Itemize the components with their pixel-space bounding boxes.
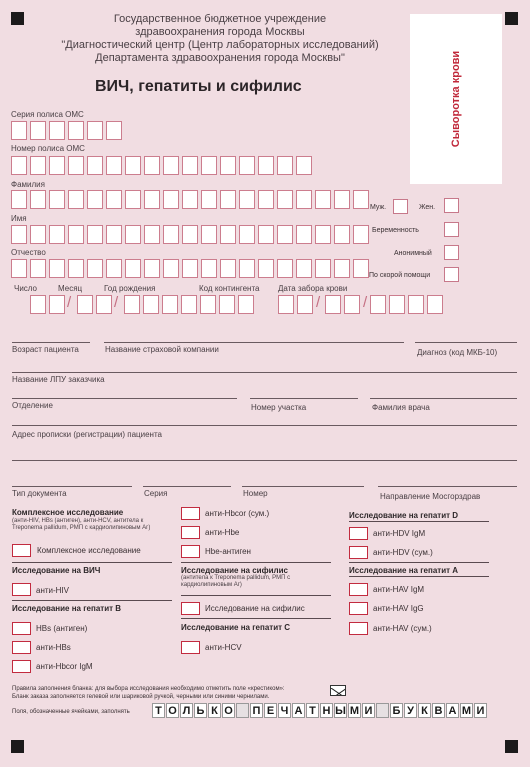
surname-input[interactable] [11,190,372,209]
print-letter-cell: Е [264,703,277,718]
divider [181,618,331,619]
date-separator: / [67,294,72,311]
print-letter-cell: Л [180,703,193,718]
hbe-antigen-checkbox[interactable] [181,545,200,558]
address-label: Адрес прописки (регистрации) пациента [12,430,162,439]
address-line-bottom[interactable] [12,460,517,461]
hiv-checkbox[interactable] [12,583,31,596]
sample-type-label: Сыворотка крови [450,50,462,148]
header-line: Государственное бюджетное учреждение [113,13,327,25]
print-letter-cell: И [362,703,375,718]
doc-series-line[interactable] [143,486,231,487]
hepa-title: Исследование на гепатит A [349,566,459,575]
anonymous-label: Анонимный [394,250,432,257]
hiv-title: Исследование на ВИЧ [12,566,101,575]
print-gap-cell [236,703,249,718]
age-label: Возраст пациента [12,345,79,354]
date-separator: / [316,294,321,311]
hepb-checkbox-2[interactable] [12,660,31,673]
print-gap-cell [376,703,389,718]
doc-type-line[interactable] [12,486,132,487]
patronymic-input[interactable] [11,259,372,278]
hepa-checkbox-0[interactable] [349,583,368,596]
district-line[interactable] [250,398,358,399]
year-input[interactable] [124,295,200,314]
month-input[interactable] [77,295,115,314]
hepb-item-2: анти-Hbcor IgM [36,662,93,671]
patronymic-label: Отчество [11,248,46,257]
lpu-line[interactable] [12,372,517,373]
hepa-checkbox-1[interactable] [349,602,368,615]
header-line: Департамента здравоохранения города Москвы" [95,52,345,64]
syph-title: Исследование на сифилис [181,566,288,575]
hepa-item-2: анти-HAV (сум.) [373,624,432,633]
print-letter-cell: Т [306,703,319,718]
divider [181,562,331,563]
divider [349,576,489,577]
female-checkbox[interactable] [444,198,459,213]
lpu-label: Название ЛПУ заказчика [12,375,105,384]
ambulance-checkbox[interactable] [444,267,459,282]
complex-checkbox[interactable] [12,544,31,557]
hepd-title: Исследование на гепатит D [349,511,459,520]
divider [349,521,489,522]
corner-mark [11,12,24,25]
print-letter-cell: О [222,703,235,718]
year-label: Год рождения [104,284,156,293]
district-label: Номер участка [251,403,307,412]
department-line[interactable] [12,398,237,399]
diagnosis-line[interactable] [415,342,517,343]
print-letter-cell: У [404,703,417,718]
fill-instruction: Поля, обозначенные ячейками, заполнять [12,709,130,715]
blood-year-input[interactable] [370,295,446,314]
age-line[interactable] [12,342,90,343]
blood-month-input[interactable] [325,295,363,314]
hbcor-item: анти-Hbcor (сум.) [205,509,270,518]
corner-mark [505,12,518,25]
hbe-checkbox[interactable] [181,526,200,539]
header-line: "Диагностический центр (Центр лабораторных исследований) [61,39,379,51]
complex-sub: (анти-HIV, HBs (антиген), анти-HCV, антитела к Treponema pallidum, РМП с кардиолипиновым Аг) [12,518,151,531]
print-letter-cell: Ь [194,703,207,718]
print-letter-cell: П [250,703,263,718]
syph-item: Исследование на сифилис [205,604,305,613]
syph-sub: (антитела к Treponema pallidum, РМП с кардиолипиновым Аг) [181,575,291,588]
doc-number-line[interactable] [242,486,364,487]
print-letters [152,703,488,718]
hepb-checkbox-1[interactable] [12,641,31,654]
hbcor-checkbox[interactable] [181,507,200,520]
hepb-item-0: HBs (антиген) [36,624,88,633]
complex-title: Комплексное исследование [12,508,124,517]
department-label: Отделение [12,401,53,410]
doctor-label: Фамилия врача [372,403,430,412]
number-label: Номер полиса ОМС [11,144,85,153]
hepa-item-0: анти-HAV IgM [373,585,425,594]
contingent-input[interactable] [200,295,257,314]
series-input[interactable] [11,121,125,140]
day-input[interactable] [30,295,68,314]
complex-item: Комплексное исследование [37,546,141,555]
blood-day-input[interactable] [278,295,316,314]
hepb-title: Исследование на гепатит B [12,604,122,613]
name-input[interactable] [11,225,372,244]
divider [12,562,172,563]
series-label: Серия полиса ОМС [11,110,84,119]
hepc-checkbox[interactable] [181,641,200,654]
insurer-label: Название страховой компании [105,345,219,354]
pregnancy-checkbox[interactable] [444,222,459,237]
doc-type-label: Тип документа [12,489,67,498]
month-label: Месяц [58,284,83,293]
print-letter-cell: К [208,703,221,718]
hbe-item: анти-Hbe [205,528,240,537]
cross-example-icon [330,685,346,696]
doc-number-label: Номер [243,489,268,498]
corner-mark [11,740,24,753]
anonymous-checkbox[interactable] [444,245,459,260]
print-letter-cell: А [446,703,459,718]
referral-line[interactable] [378,486,517,487]
hepb-item-1: анти-HBs [36,643,71,652]
hepd-checkbox-0[interactable] [349,527,368,540]
surname-label: Фамилия [11,180,45,189]
rules-text-2: Бланк заказа заполняется гелевой или шариковой ручкой, черными или синими чернилами. [12,694,270,700]
hbe-antigen-item: Hbe-антиген [205,547,251,556]
insurer-line[interactable] [104,342,404,343]
female-label: Жен. [419,204,436,211]
ambulance-label: По скорой помощи [369,272,431,279]
print-letter-cell: М [349,705,360,717]
hepa-item-1: анти-HAV IgG [373,604,424,613]
print-letter-cell: М [461,705,472,717]
print-letter-cell: А [292,703,305,718]
contingent-label: Код контингента [199,284,260,293]
syph-checkbox[interactable] [181,602,200,615]
divider [12,600,172,601]
referral-label: Направление Мосгорздрав [380,492,481,501]
print-letter-cell: Ы [335,705,346,717]
print-letter-cell: В [432,703,445,718]
header-line: здравоохранения города Москвы [135,26,305,38]
hepc-item: анти-HCV [205,643,242,652]
print-letter-cell: И [474,703,487,718]
print-letter-cell: Б [390,703,403,718]
male-label: Муж. [370,204,387,211]
institution-header [40,13,400,65]
hepd-checkbox-1[interactable] [349,546,368,559]
male-checkbox[interactable] [393,199,408,214]
pregnancy-label: Беременность [372,227,419,234]
diagnosis-label: Диагноз (код МКБ-10) [417,348,498,357]
doc-series-label: Серия [144,489,168,498]
number-input[interactable] [11,156,315,175]
corner-mark [505,740,518,753]
hepc-title: Исследование на гепатит C [181,623,291,632]
hepd-item-0: анти-HDV IgM [373,529,426,538]
rules-text: Правила заполнения бланка: для выбора исследования необходимо отметить поле «крестиком»: [12,686,285,692]
date-separator: / [363,294,368,311]
hepd-item-1: анти-HDV (сум.) [373,548,433,557]
address-line-top[interactable] [12,425,517,426]
print-letter-cell: О [166,703,179,718]
doctor-line[interactable] [370,398,517,399]
print-letter-cell: Ч [278,703,291,718]
hiv-item: анти-HIV [36,586,69,595]
print-letter-cell: К [418,703,431,718]
divider [181,595,331,596]
hepa-checkbox-2[interactable] [349,622,368,635]
form-title: ВИЧ, гепатиты и сифилис [95,78,302,95]
day-label: Число [14,284,38,293]
sample-type-box [410,14,502,184]
date-separator: / [114,294,119,311]
blood-date-label: Дата забора крови [278,284,348,293]
divider [349,562,489,563]
hepb-checkbox-0[interactable] [12,622,31,635]
print-letter-cell: Т [152,703,165,718]
print-letter-cell: Н [320,703,333,718]
name-label: Имя [11,214,27,223]
